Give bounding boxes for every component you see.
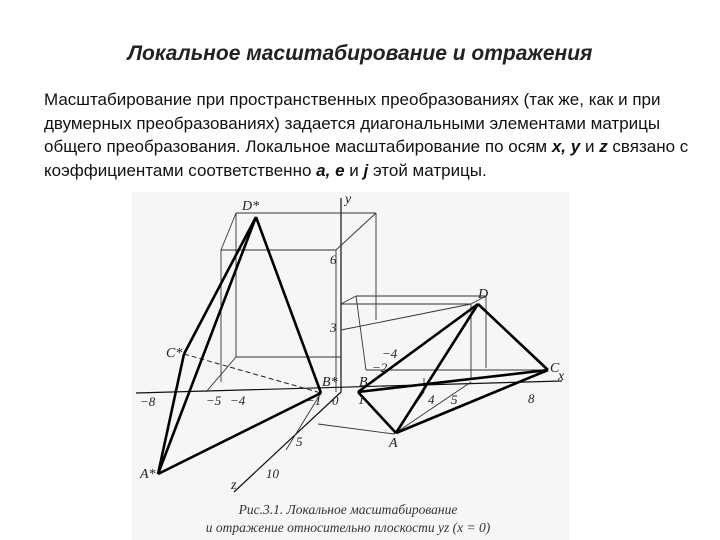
figure-diagram <box>126 192 570 540</box>
y-axis-label: y <box>345 192 352 207</box>
x-tick-label: 0 <box>332 393 339 408</box>
point-d-label: D <box>478 287 489 302</box>
body-middle: связано с коэффициентами соответственно <box>44 137 689 180</box>
point-a-label: A <box>389 436 398 451</box>
point-d-star-label: D* <box>242 199 260 214</box>
point-a-star-label: A* <box>140 467 156 482</box>
figure-caption-line2: и отражение относительно плоскости yz (x = 0) <box>205 520 491 535</box>
axis-z-term: z <box>599 137 608 156</box>
conjunction: и <box>584 137 595 156</box>
x-tick-label: −4 <box>230 393 246 408</box>
coef-a-term: a, <box>316 160 331 180</box>
point-c-label: C <box>550 361 560 376</box>
x-axis-label: x <box>558 369 565 384</box>
axis-y-term: y <box>570 137 581 156</box>
point-b-star-label: B* <box>322 375 338 390</box>
x-tick-label: −8 <box>140 394 156 409</box>
x-tick-label: 4 <box>428 392 435 407</box>
z-tick-label: −4 <box>382 346 398 361</box>
axis-x-term: x, <box>551 137 567 156</box>
x-tick-label: 1 <box>358 392 365 407</box>
figure-scaling-reflection <box>126 192 570 540</box>
point-b-label: B <box>359 375 368 390</box>
body-sentence: Масштабирование при пространственных преобразованиях (так же, как и при двумерных преобразованиях) задается диагональными элементами матрицы общего преобразования. Локальное масштабирование по осям <box>44 90 661 156</box>
point-c-star-label: C* <box>166 346 183 361</box>
coef-e-term: e <box>335 160 345 180</box>
x-tick-label: −5 <box>206 393 222 408</box>
z-tick-label: 10 <box>266 466 279 481</box>
coef-j-term: j <box>363 160 369 180</box>
z-axis-label: z <box>231 478 237 493</box>
x-tick-label: 5 <box>451 392 458 407</box>
z-tick-label: −2 <box>372 360 388 375</box>
figure-background <box>132 192 570 540</box>
y-tick-label: 6 <box>330 252 337 267</box>
y-tick-label: 3 <box>330 320 337 335</box>
figure-caption-line1: Рис.3.1. Локальное масштабирование <box>238 502 458 517</box>
page-title: Локальное масштабирование и отражения <box>127 42 593 65</box>
conjunction: и <box>349 160 359 180</box>
x-tick-label: 8 <box>528 391 535 406</box>
body-paragraph <box>44 88 694 182</box>
z-tick-label: 5 <box>296 434 303 449</box>
x-tick-label: −1 <box>306 393 322 408</box>
body-end: этой матрицы. <box>372 160 487 180</box>
